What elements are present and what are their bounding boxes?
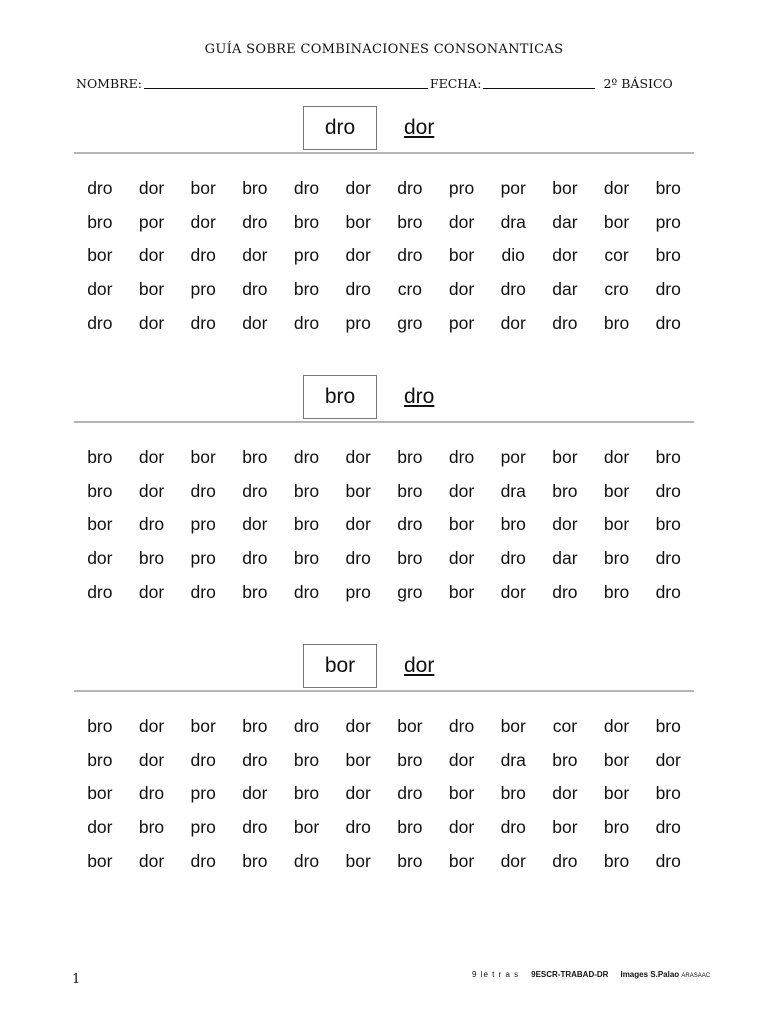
- distractor-syllable: dro: [404, 385, 435, 408]
- syllable-word[interactable]: bro: [138, 548, 165, 569]
- syllable-word[interactable]: dro: [87, 312, 113, 333]
- syllable-word[interactable]: pro: [345, 581, 371, 602]
- syllable-word[interactable]: bor: [552, 178, 578, 199]
- syllable-word[interactable]: bro: [655, 716, 681, 737]
- target-syllable-box: dro: [303, 106, 377, 150]
- syllable-word[interactable]: cro: [604, 279, 629, 300]
- syllable-word[interactable]: dro: [190, 312, 216, 333]
- syllable-word[interactable]: dro: [293, 447, 320, 468]
- syllable-word[interactable]: dro: [190, 581, 216, 602]
- syllable-word[interactable]: dro: [500, 817, 526, 838]
- syllable-word[interactable]: dro: [87, 178, 113, 199]
- syllable-word[interactable]: bro: [293, 480, 320, 501]
- date-blank[interactable]: [483, 76, 595, 89]
- syllable-word[interactable]: bor: [448, 783, 475, 804]
- syllable-word[interactable]: dro: [655, 548, 681, 569]
- syllable-word[interactable]: dro: [293, 312, 320, 333]
- syllable-word[interactable]: dro: [242, 480, 268, 501]
- syllable-word[interactable]: dor: [603, 447, 630, 468]
- syllable-word[interactable]: bro: [655, 447, 681, 468]
- syllable-word[interactable]: dor: [87, 817, 113, 838]
- date-label: FECHA:: [429, 76, 482, 91]
- syllable-word[interactable]: bro: [655, 245, 681, 266]
- syllable-word[interactable]: dor: [190, 211, 216, 232]
- distractor-syllable: dor: [404, 116, 435, 139]
- syllable-word[interactable]: dro: [397, 178, 423, 199]
- syllable-word[interactable]: dro: [293, 178, 320, 199]
- syllable-word[interactable]: bro: [293, 211, 320, 232]
- syllable-word[interactable]: cor: [604, 245, 629, 266]
- syllable-word[interactable]: dro: [190, 245, 216, 266]
- syllable-word[interactable]: dra: [500, 749, 526, 770]
- syllable-word[interactable]: bor: [448, 581, 475, 602]
- syllable-word[interactable]: dar: [552, 548, 578, 569]
- footer-code: 9ESCR-TRABAD-DR: [531, 970, 609, 979]
- syllable-word[interactable]: bor: [190, 716, 216, 737]
- syllable-word[interactable]: bro: [242, 178, 268, 199]
- syllable-word[interactable]: bor: [345, 749, 371, 770]
- syllable-word[interactable]: dro: [242, 817, 268, 838]
- syllable-word[interactable]: bro: [397, 749, 423, 770]
- syllable-word[interactable]: por: [138, 211, 165, 232]
- syllable-word[interactable]: dro: [345, 548, 371, 569]
- syllable-word[interactable]: bro: [293, 548, 320, 569]
- syllable-word[interactable]: dro: [655, 850, 681, 871]
- syllable-word[interactable]: bro: [87, 447, 113, 468]
- syllable-word[interactable]: bro: [397, 850, 423, 871]
- syllable-word[interactable]: gro: [397, 312, 423, 333]
- syllable-word[interactable]: bro: [655, 178, 681, 199]
- syllable-word[interactable]: dor: [603, 716, 630, 737]
- syllable-word[interactable]: bro: [655, 514, 681, 535]
- syllable-word[interactable]: dro: [655, 480, 681, 501]
- syllable-word[interactable]: bor: [603, 783, 630, 804]
- syllable-word[interactable]: dor: [448, 480, 475, 501]
- section-divider: [74, 152, 694, 154]
- syllable-word[interactable]: dro: [655, 279, 681, 300]
- syllable-word[interactable]: pro: [190, 514, 216, 535]
- syllable-word[interactable]: bor: [448, 245, 475, 266]
- syllable-word[interactable]: bor: [87, 783, 113, 804]
- syllable-word[interactable]: bor: [603, 514, 630, 535]
- syllable-word[interactable]: por: [448, 312, 475, 333]
- syllable-word[interactable]: dor: [500, 581, 526, 602]
- syllable-word[interactable]: dro: [242, 548, 268, 569]
- syllable-word[interactable]: dro: [190, 480, 216, 501]
- syllable-word[interactable]: bro: [293, 749, 320, 770]
- syllable-word[interactable]: dor: [138, 716, 165, 737]
- syllable-word[interactable]: pro: [293, 245, 320, 266]
- syllable-word[interactable]: dor: [138, 749, 165, 770]
- syllable-word[interactable]: dor: [242, 245, 268, 266]
- syllable-word[interactable]: cro: [397, 279, 423, 300]
- syllable-word[interactable]: dor: [552, 245, 578, 266]
- syllable-word[interactable]: bor: [552, 817, 578, 838]
- syllable-word[interactable]: dor: [345, 178, 371, 199]
- syllable-word[interactable]: bro: [603, 548, 630, 569]
- syllable-word[interactable]: dor: [138, 447, 165, 468]
- section-divider: [74, 421, 694, 423]
- syllable-word[interactable]: dor: [87, 548, 113, 569]
- syllable-word[interactable]: dio: [501, 245, 525, 266]
- syllable-word[interactable]: bro: [87, 480, 113, 501]
- syllable-row: [74, 172, 694, 206]
- syllable-word[interactable]: dro: [655, 581, 681, 602]
- syllable-word[interactable]: bro: [655, 783, 681, 804]
- syllable-word[interactable]: bro: [500, 514, 526, 535]
- footer: [472, 970, 710, 979]
- syllable-word[interactable]: dor: [345, 716, 371, 737]
- syllable-word[interactable]: dor: [345, 245, 371, 266]
- syllable-row: [74, 542, 694, 576]
- syllable-word[interactable]: bro: [603, 312, 630, 333]
- exercise-section-1: [74, 106, 694, 333]
- section-divider: [74, 690, 694, 692]
- syllable-word[interactable]: pro: [190, 817, 216, 838]
- syllable-word[interactable]: dro: [242, 749, 268, 770]
- syllable-word[interactable]: dro: [138, 514, 165, 535]
- syllable-word[interactable]: bro: [87, 716, 113, 737]
- syllable-word[interactable]: dor: [655, 749, 681, 770]
- syllable-row: [74, 710, 694, 744]
- syllable-word[interactable]: pro: [448, 178, 475, 199]
- syllable-word[interactable]: dro: [448, 447, 475, 468]
- syllable-word[interactable]: dro: [87, 581, 113, 602]
- syllable-word[interactable]: dar: [552, 211, 578, 232]
- syllable-word[interactable]: dor: [242, 514, 268, 535]
- page-title: GUÍA SOBRE COMBINACIONES CONSONANTICAS: [204, 42, 564, 57]
- syllable-word[interactable]: pro: [190, 548, 216, 569]
- syllable-word[interactable]: dor: [448, 211, 475, 232]
- syllable-word[interactable]: dro: [655, 312, 681, 333]
- grade-label: 2º BÁSICO: [603, 76, 673, 91]
- syllable-word[interactable]: bor: [603, 749, 630, 770]
- exercise-section-2: [74, 375, 694, 602]
- name-label: NOMBRE:: [76, 76, 142, 91]
- syllable-row: [74, 273, 694, 307]
- syllable-word[interactable]: dor: [345, 514, 371, 535]
- syllable-word[interactable]: dro: [397, 245, 423, 266]
- syllable-word[interactable]: bro: [500, 783, 526, 804]
- section-header: [74, 375, 694, 423]
- syllable-word[interactable]: dro: [448, 716, 475, 737]
- page-number: 1: [72, 972, 81, 987]
- syllable-word[interactable]: dro: [242, 211, 268, 232]
- syllable-word[interactable]: dro: [552, 312, 578, 333]
- syllable-word[interactable]: dro: [293, 716, 320, 737]
- syllable-word[interactable]: bor: [345, 850, 371, 871]
- syllable-word[interactable]: bor: [448, 514, 475, 535]
- syllable-word[interactable]: bor: [87, 514, 113, 535]
- syllable-word[interactable]: dor: [345, 447, 371, 468]
- syllable-word[interactable]: dro: [242, 279, 268, 300]
- syllable-row: [74, 206, 694, 240]
- syllable-word[interactable]: dor: [138, 178, 165, 199]
- syllable-row: [74, 777, 694, 811]
- syllable-grid: [74, 441, 694, 609]
- footer-images: Images S.Palao: [620, 970, 680, 979]
- syllable-word[interactable]: dor: [500, 312, 526, 333]
- syllable-word[interactable]: dra: [500, 211, 526, 232]
- syllable-word[interactable]: dor: [448, 749, 475, 770]
- syllable-word[interactable]: dor: [448, 279, 475, 300]
- syllable-word[interactable]: dro: [552, 581, 578, 602]
- syllable-row: [74, 844, 694, 878]
- syllable-word[interactable]: cor: [552, 716, 578, 737]
- syllable-word[interactable]: bro: [397, 817, 423, 838]
- syllable-word[interactable]: dor: [552, 783, 578, 804]
- syllable-word[interactable]: dor: [87, 279, 113, 300]
- syllable-word[interactable]: bro: [397, 447, 423, 468]
- syllable-word[interactable]: dor: [345, 783, 371, 804]
- syllable-word[interactable]: dro: [345, 817, 371, 838]
- syllable-word[interactable]: dor: [138, 312, 165, 333]
- syllable-word[interactable]: bor: [345, 480, 371, 501]
- syllable-word[interactable]: dor: [448, 548, 475, 569]
- syllable-row: [74, 441, 694, 475]
- name-blank[interactable]: [144, 76, 428, 89]
- syllable-word[interactable]: dro: [397, 783, 423, 804]
- syllable-word[interactable]: dro: [138, 783, 165, 804]
- syllable-word[interactable]: bor: [293, 817, 320, 838]
- syllable-word[interactable]: pro: [190, 783, 216, 804]
- syllable-word[interactable]: dro: [397, 514, 423, 535]
- syllable-word[interactable]: por: [500, 178, 526, 199]
- syllable-word[interactable]: bro: [603, 850, 630, 871]
- syllable-row: [74, 239, 694, 273]
- syllable-word[interactable]: bro: [87, 211, 113, 232]
- syllable-word[interactable]: bro: [552, 749, 578, 770]
- syllable-word[interactable]: bro: [603, 581, 630, 602]
- footer-letters: 9 le t r a s: [472, 970, 520, 979]
- syllable-word[interactable]: bro: [293, 514, 320, 535]
- syllable-word[interactable]: dro: [500, 279, 526, 300]
- syllable-word[interactable]: dro: [293, 850, 320, 871]
- syllable-word[interactable]: dor: [603, 178, 630, 199]
- syllable-word[interactable]: bro: [552, 480, 578, 501]
- section-header: [74, 106, 694, 154]
- syllable-word[interactable]: por: [500, 447, 526, 468]
- syllable-row: [74, 744, 694, 778]
- section-header: [74, 644, 694, 692]
- syllable-word[interactable]: bro: [293, 279, 320, 300]
- syllable-word[interactable]: dor: [448, 817, 475, 838]
- syllable-word[interactable]: bor: [448, 850, 475, 871]
- syllable-word[interactable]: dro: [190, 850, 216, 871]
- syllable-word[interactable]: pro: [190, 279, 216, 300]
- syllable-word[interactable]: bro: [87, 749, 113, 770]
- syllable-word[interactable]: dor: [138, 850, 165, 871]
- syllable-word[interactable]: bor: [603, 480, 630, 501]
- syllable-word[interactable]: dor: [500, 850, 526, 871]
- syllable-word[interactable]: dro: [345, 279, 371, 300]
- syllable-word[interactable]: dro: [190, 749, 216, 770]
- syllable-word[interactable]: bor: [345, 211, 371, 232]
- student-info-line: [76, 76, 688, 91]
- syllable-grid: [74, 710, 694, 878]
- syllable-word[interactable]: bor: [552, 447, 578, 468]
- syllable-word[interactable]: bor: [603, 211, 630, 232]
- syllable-word[interactable]: bor: [190, 447, 216, 468]
- distractor-syllable: dor: [404, 654, 435, 677]
- syllable-word[interactable]: bor: [87, 850, 113, 871]
- syllable-word[interactable]: bro: [138, 817, 165, 838]
- syllable-word[interactable]: dar: [552, 279, 578, 300]
- syllable-word[interactable]: dor: [138, 245, 165, 266]
- syllable-word[interactable]: dra: [500, 480, 526, 501]
- syllable-word[interactable]: bor: [397, 716, 423, 737]
- syllable-word[interactable]: dro: [655, 817, 681, 838]
- footer-credits: [620, 970, 710, 979]
- syllable-word[interactable]: bro: [242, 716, 268, 737]
- syllable-word[interactable]: bor: [138, 279, 165, 300]
- target-syllable-box: bor: [303, 644, 377, 688]
- syllable-word[interactable]: dor: [242, 312, 268, 333]
- syllable-row: [74, 811, 694, 845]
- syllable-word[interactable]: bro: [242, 850, 268, 871]
- syllable-word[interactable]: bro: [603, 817, 630, 838]
- syllable-word[interactable]: bro: [397, 480, 423, 501]
- syllable-word[interactable]: dor: [552, 514, 578, 535]
- syllable-row: [74, 508, 694, 542]
- syllable-word[interactable]: bor: [500, 716, 526, 737]
- syllable-row: [74, 575, 694, 609]
- exercise-section-3: [74, 644, 694, 871]
- syllable-word[interactable]: dor: [138, 480, 165, 501]
- syllable-word[interactable]: bro: [397, 548, 423, 569]
- syllable-word[interactable]: dro: [552, 850, 578, 871]
- syllable-word[interactable]: bor: [190, 178, 216, 199]
- footer-source: ARASAAC: [681, 973, 711, 979]
- syllable-word[interactable]: pro: [345, 312, 371, 333]
- syllable-word[interactable]: dor: [138, 581, 165, 602]
- syllable-word[interactable]: dor: [242, 783, 268, 804]
- syllable-grid: [74, 172, 694, 340]
- syllable-word[interactable]: dro: [293, 581, 320, 602]
- syllable-word[interactable]: bro: [397, 211, 423, 232]
- syllable-word[interactable]: pro: [655, 211, 681, 232]
- syllable-row: [74, 306, 694, 340]
- syllable-word[interactable]: bro: [242, 581, 268, 602]
- syllable-word[interactable]: bor: [87, 245, 113, 266]
- syllable-row: [74, 475, 694, 509]
- target-syllable-box: bro: [303, 375, 377, 419]
- syllable-word[interactable]: bro: [242, 447, 268, 468]
- syllable-word[interactable]: bro: [293, 783, 320, 804]
- syllable-word[interactable]: gro: [397, 581, 423, 602]
- syllable-word[interactable]: dro: [500, 548, 526, 569]
